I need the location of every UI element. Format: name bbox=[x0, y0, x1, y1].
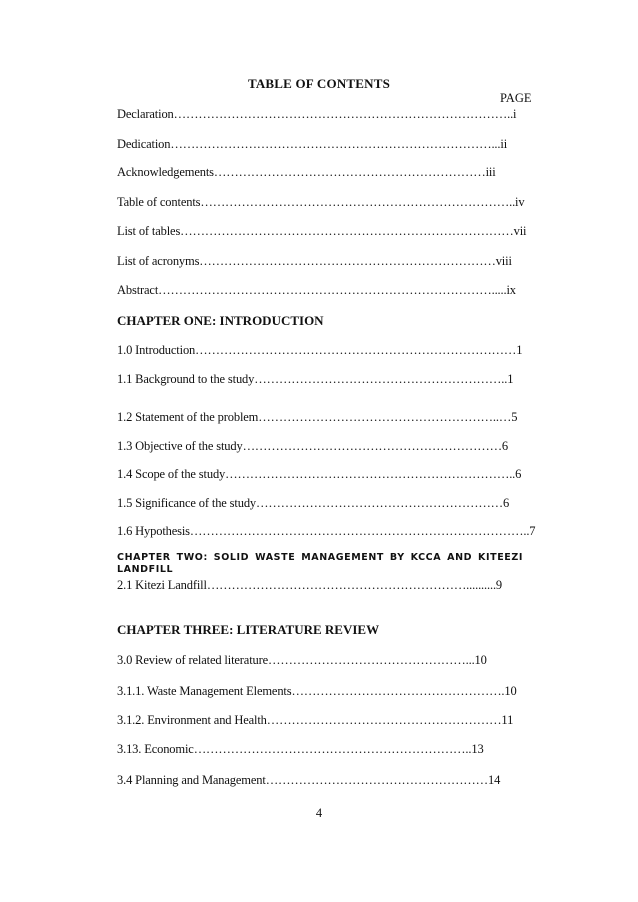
toc-entry-dedication: Dedication……………………………………………………………………...ii bbox=[117, 137, 508, 151]
toc-entry-3-1-2: 3.1.2. Environment and Health…………………………………………………11 bbox=[117, 713, 514, 727]
toc-entry-1-1: 1.1 Background to the study……………………………………………………..1 bbox=[117, 372, 514, 386]
chapter-two-heading: CHAPTER TWO: SOLID WASTE MANAGEMENT BY KCCA AND KITEEZI LANDFILL bbox=[117, 552, 523, 575]
chapter-one-heading: CHAPTER ONE: INTRODUCTION bbox=[117, 313, 324, 328]
chapter-three-heading: CHAPTER THREE: LITERATURE REVIEW bbox=[117, 622, 380, 637]
toc-entry-3-0: 3.0 Review of related literature…………………………………………...10 bbox=[117, 653, 487, 667]
toc-entry-table-of-contents: Table of contents…………………………………………………………………..iv bbox=[117, 195, 525, 209]
toc-entry-list-of-acronyms: List of acronyms………………………………………………………………viii bbox=[117, 254, 512, 268]
toc-entry-declaration: Declaration………………………………………………………………………..i bbox=[117, 107, 517, 121]
toc-entry-1-4: 1.4 Scope of the study……………………………………………………………..6 bbox=[117, 467, 522, 481]
toc-entry-list-of-tables: List of tables………………………………………………………………………vii bbox=[117, 224, 527, 238]
toc-entry-3-1-1: 3.1.1. Waste Management Elements…………………………………………….10 bbox=[117, 684, 517, 698]
toc-entry-1-0: 1.0 Introduction……………………………………………………………………1 bbox=[117, 343, 523, 357]
toc-entry-1-3: 1.3 Objective of the study………………………………………………………6 bbox=[117, 439, 509, 453]
toc-entry-3-4: 3.4 Planning and Management………………………………………………14 bbox=[117, 773, 501, 787]
toc-entry-1-5: 1.5 Significance of the study……………………………………………………6 bbox=[117, 496, 510, 510]
page-column-label: PAGE bbox=[500, 91, 532, 105]
toc-entry-acknowledgements: Acknowledgements…………………………………………………………iii bbox=[117, 165, 496, 179]
page-title: TABLE OF CONTENTS bbox=[247, 76, 391, 91]
toc-entry-abstract: Abstract……………………………………………………………………….....ix bbox=[117, 283, 516, 297]
toc-entry-1-2: 1.2 Statement of the problem…………………………………………………..…5 bbox=[117, 410, 518, 424]
page-number: 4 bbox=[315, 806, 323, 820]
toc-entry-1-6: 1.6 Hypothesis………………………………………………………………………..7 bbox=[117, 524, 536, 538]
toc-entry-3-13: 3.13. Economic…………………………………………………………..13 bbox=[117, 742, 484, 756]
toc-entry-2-1: 2.1 Kitezi Landfill………………………………………………………..........9 bbox=[117, 578, 503, 592]
